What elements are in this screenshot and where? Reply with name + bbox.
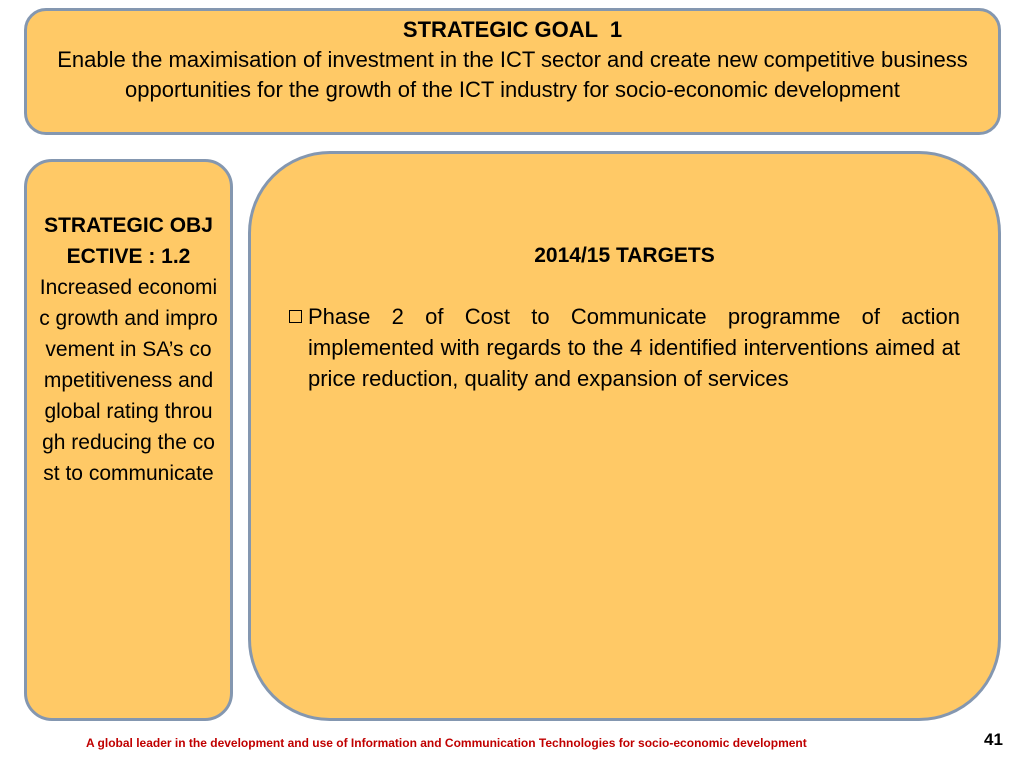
strategic-objective-title: STRATEGIC OBJECTIVE : 1.2: [44, 214, 213, 268]
strategic-goal-description: Enable the maximisation of investment in the ICT sector and create new competitive business opportunities for the growth of the ICT industry for socio-economic development: [57, 47, 968, 102]
targets-title: 2014/15 TARGETS: [534, 244, 715, 267]
footer-tagline: A global leader in the development and use of Information and Communication Technologies for socio-economic development: [86, 736, 807, 750]
page-number: 41: [984, 730, 1003, 749]
target-item-text: Phase 2 of Cost to Communicate programme of action implemented with regards to the 4 identified interventions aimed at price reduction, quality and expansion of services: [308, 304, 960, 391]
checkbox-bullet-icon: [289, 310, 302, 323]
target-item: [289, 301, 960, 394]
strategic-objective-box: [24, 159, 233, 721]
strategic-objective-description: Increased economic growth and improvement in SA’s competitiveness and global rating through reducing the cost to communicate: [39, 276, 218, 485]
strategic-goal-title: STRATEGIC GOAL 1: [402, 17, 623, 42]
targets-box: [248, 151, 1001, 721]
strategic-goal-box: [24, 8, 1001, 135]
